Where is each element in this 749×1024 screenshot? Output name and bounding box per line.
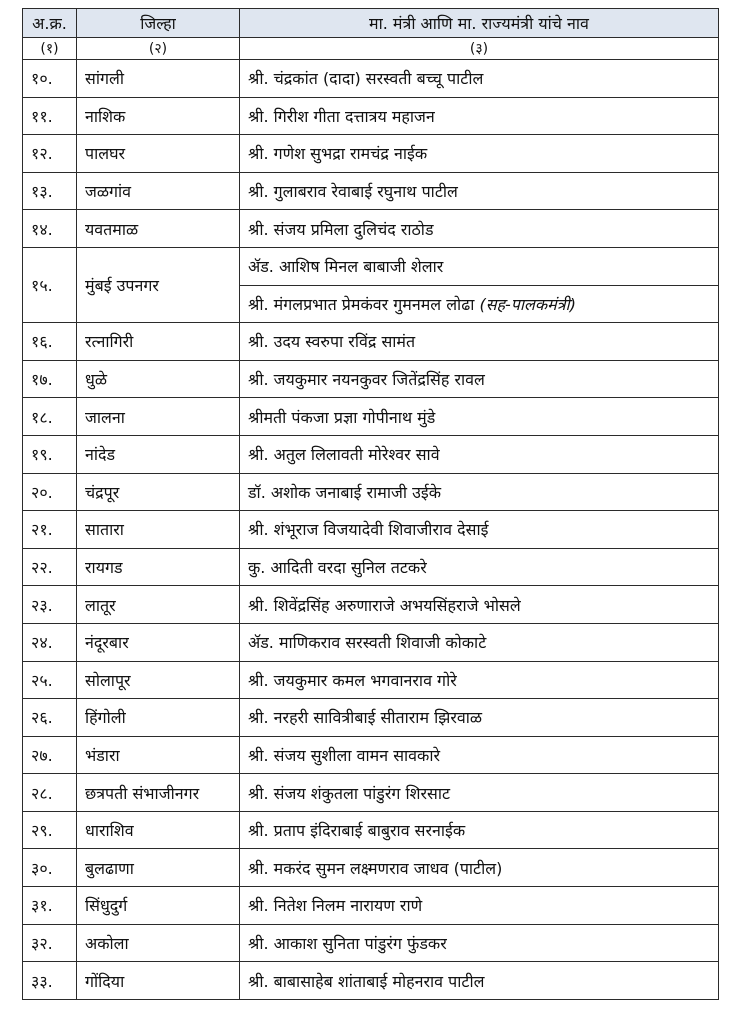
header-row (23, 9, 719, 38)
minister-cell: श्री. संजय सुशीला वामन सावकारे (240, 736, 719, 774)
minister-cell: श्री. नितेश निलम नारायण राणे (240, 887, 719, 925)
table-row (23, 623, 719, 661)
minister-cell: ॲड. माणिकराव सरस्वती शिवाजी कोकाटे (240, 623, 719, 661)
district-cell: सिंधुदुर्ग (77, 887, 240, 925)
minister-cell: कु. आदिती वरदा सुनिल तटकरे (240, 548, 719, 586)
table-row (23, 887, 719, 925)
table-row (23, 360, 719, 398)
minister-cell: श्री. प्रताप इंदिराबाई बाबुराव सरनाईक (240, 811, 719, 849)
co-minister-name: श्री. मंगलप्रभात प्रेमकंवर गुमनमल लोढा (248, 294, 475, 314)
serial-cell: २७. (23, 736, 77, 774)
serial-cell: १५. (23, 247, 77, 322)
serial-cell: २६. (23, 699, 77, 737)
district-cell: रत्नागिरी (77, 323, 240, 361)
serial-cell: २०. (23, 473, 77, 511)
serial-cell: १९. (23, 435, 77, 473)
district-cell: धुळे (77, 360, 240, 398)
minister-cell: श्रीमती पंकजा प्रज्ञा गोपीनाथ मुंडे (240, 398, 719, 436)
district-cell: सोलापूर (77, 661, 240, 699)
serial-cell: २२. (23, 548, 77, 586)
table-row (23, 811, 719, 849)
minister-cell: श्री. जयकुमार कमल भगवानराव गोरे (240, 661, 719, 699)
table-row (23, 699, 719, 737)
serial-cell: २९. (23, 811, 77, 849)
co-minister-role: (सह-पालकमंत्री) (479, 294, 576, 314)
district-cell: मुंबई उपनगर (77, 247, 240, 322)
table-row (23, 849, 719, 887)
serial-cell: २५. (23, 661, 77, 699)
column-number-row (23, 38, 719, 60)
table-row (23, 473, 719, 511)
district-cell: सातारा (77, 511, 240, 549)
table-row (23, 736, 719, 774)
serial-cell: १८. (23, 398, 77, 436)
minister-cell: श्री. आकाश सुनिता पांडुरंग फुंडकर (240, 924, 719, 962)
district-cell: जालना (77, 398, 240, 436)
table-row (23, 97, 719, 135)
header-minister: मा. मंत्री आणि मा. राज्यमंत्री यांचे नाव (240, 9, 719, 38)
minister-cell: श्री. शिवेंद्रसिंह अरुणाराजे अभयसिंहराजे भोसले (240, 586, 719, 624)
table-row (23, 210, 719, 248)
minister-cell: ॲड. आशिष मिनल बाबाजी शेलार (240, 247, 719, 285)
minister-cell: श्री. अतुल लिलावती मोरेश्वर सावे (240, 435, 719, 473)
district-cell: जळगांव (77, 172, 240, 210)
serial-cell: ११. (23, 97, 77, 135)
column-number-1: (१) (23, 38, 77, 60)
table-row (23, 924, 719, 962)
district-cell: छत्रपती संभाजीनगर (77, 774, 240, 812)
minister-cell: श्री. गुलाबराव रेवाबाई रघुनाथ पाटील (240, 172, 719, 210)
table-row (23, 586, 719, 624)
minister-cell: श्री. मकरंद सुमन लक्ष्मणराव जाधव (पाटील) (240, 849, 719, 887)
district-cell: लातूर (77, 586, 240, 624)
district-cell: गोंदिया (77, 962, 240, 1000)
column-number-3: (३) (240, 38, 719, 60)
district-cell: नाशिक (77, 97, 240, 135)
serial-cell: २३. (23, 586, 77, 624)
table-row (23, 172, 719, 210)
district-cell: नांदेड (77, 435, 240, 473)
district-cell: हिंगोली (77, 699, 240, 737)
serial-cell: २८. (23, 774, 77, 812)
table-row (23, 435, 719, 473)
district-cell: नंदूरबार (77, 623, 240, 661)
minister-cell: श्री. संजय शंकुतला पांडुरंग शिरसाट (240, 774, 719, 812)
district-cell: अकोला (77, 924, 240, 962)
guardian-minister-table (22, 8, 719, 1000)
minister-cell: श्री. नरहरी सावित्रीबाई सीताराम झिरवाळ (240, 699, 719, 737)
minister-cell: श्री. गणेश सुभद्रा रामचंद्र नाईक (240, 135, 719, 173)
table-row (23, 548, 719, 586)
serial-cell: १२. (23, 135, 77, 173)
table-row (23, 398, 719, 436)
serial-cell: ३०. (23, 849, 77, 887)
serial-cell: १७. (23, 360, 77, 398)
district-cell: चंद्रपूर (77, 473, 240, 511)
district-cell: रायगड (77, 548, 240, 586)
minister-cell: श्री. गिरीश गीता दत्तात्रय महाजन (240, 97, 719, 135)
serial-cell: ३१. (23, 887, 77, 925)
minister-cell: डॉ. अशोक जनाबाई रामाजी उईके (240, 473, 719, 511)
serial-cell: २४. (23, 623, 77, 661)
table-row (23, 962, 719, 1000)
table-row (23, 323, 719, 361)
table-row (23, 661, 719, 699)
minister-cell: श्री. संजय प्रमिला दुलिचंद राठोड (240, 210, 719, 248)
district-cell: यवतमाळ (77, 210, 240, 248)
minister-cell: श्री. बाबासाहेब शांताबाई मोहनराव पाटील (240, 962, 719, 1000)
serial-cell: १०. (23, 60, 77, 98)
table-row (23, 511, 719, 549)
serial-cell: १३. (23, 172, 77, 210)
district-cell: पालघर (77, 135, 240, 173)
table-row (23, 774, 719, 812)
table-row (23, 247, 719, 285)
district-cell: भंडारा (77, 736, 240, 774)
serial-cell: ३२. (23, 924, 77, 962)
header-serial: अ.क्र. (23, 9, 77, 38)
serial-cell: १६. (23, 323, 77, 361)
column-number-2: (२) (77, 38, 240, 60)
district-cell: बुलढाणा (77, 849, 240, 887)
table-body (23, 60, 719, 1000)
serial-cell: २१. (23, 511, 77, 549)
minister-cell: श्री. चंद्रकांत (दादा) सरस्वती बच्चू पाटील (240, 60, 719, 98)
co-minister-cell (240, 285, 719, 323)
header-district: जिल्हा (77, 9, 240, 38)
minister-cell: श्री. उदय स्वरुपा रविंद्र सामंत (240, 323, 719, 361)
minister-cell: श्री. जयकुमार नयनकुवर जितेंद्रसिंह रावल (240, 360, 719, 398)
table-row (23, 135, 719, 173)
serial-cell: १४. (23, 210, 77, 248)
serial-cell: ३३. (23, 962, 77, 1000)
district-cell: धाराशिव (77, 811, 240, 849)
minister-cell: श्री. शंभूराज विजयादेवी शिवाजीराव देसाई (240, 511, 719, 549)
table-row (23, 60, 719, 98)
district-cell: सांगली (77, 60, 240, 98)
